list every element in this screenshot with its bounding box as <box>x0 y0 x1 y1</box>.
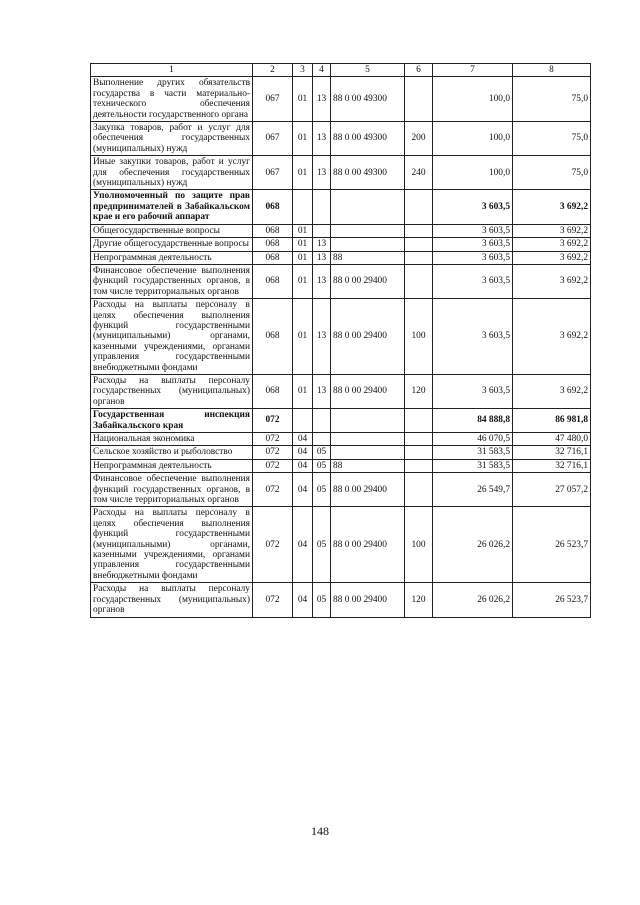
table-row <box>91 122 591 156</box>
row-name-cell: Непрограммная деятельность <box>91 459 253 472</box>
table-body <box>91 77 591 617</box>
section-cell: 01 <box>293 251 313 264</box>
code-cell: 067 <box>253 122 293 156</box>
article-cell <box>331 238 405 251</box>
amount-col8-cell: 75,0 <box>513 122 591 156</box>
section-cell: 01 <box>293 224 313 237</box>
subsection-cell: 05 <box>313 459 331 472</box>
amount-col8-cell: 3 692,2 <box>513 238 591 251</box>
amount-col8-cell: 3 692,2 <box>513 299 591 375</box>
amount-col8-cell: 75,0 <box>513 156 591 190</box>
code-cell: 072 <box>253 473 293 507</box>
amount-col8-cell: 3 692,2 <box>513 374 591 408</box>
code-cell: 068 <box>253 299 293 375</box>
table-row <box>91 190 591 224</box>
subsection-cell: 05 <box>313 507 331 583</box>
article-cell: 88 0 00 29400 <box>331 374 405 408</box>
amount-col8-cell: 27 057,2 <box>513 473 591 507</box>
section-cell: 04 <box>293 473 313 507</box>
amount-col7-cell: 84 888,8 <box>433 409 513 433</box>
expense-type-cell <box>405 224 433 237</box>
code-cell: 072 <box>253 409 293 433</box>
amount-col7-cell: 26 549,7 <box>433 473 513 507</box>
row-name-cell: Расходы на выплаты персоналу в целях обеспечения выполнения функций государственными (муниципальными) органами, казенными учреждениями, органами управления государственными внебюджетными фондами <box>91 299 253 375</box>
subsection-cell <box>313 409 331 433</box>
expense-type-cell <box>405 251 433 264</box>
expense-type-cell <box>405 238 433 251</box>
row-name-cell: Расходы на выплаты персоналу государственных (муниципальных) органов <box>91 583 253 617</box>
table-row <box>91 507 591 583</box>
code-cell: 068 <box>253 238 293 251</box>
header-cell: 5 <box>331 64 405 77</box>
subsection-cell <box>313 224 331 237</box>
code-cell: 068 <box>253 251 293 264</box>
article-cell: 88 0 00 49300 <box>331 77 405 122</box>
amount-col7-cell: 3 603,5 <box>433 224 513 237</box>
amount-col8-cell: 32 716,1 <box>513 459 591 472</box>
expense-type-cell: 120 <box>405 374 433 408</box>
section-cell: 01 <box>293 374 313 408</box>
code-cell: 068 <box>253 374 293 408</box>
amount-col8-cell: 3 692,2 <box>513 251 591 264</box>
code-cell: 067 <box>253 77 293 122</box>
expense-type-cell <box>405 77 433 122</box>
expense-type-cell: 240 <box>405 156 433 190</box>
code-cell: 072 <box>253 507 293 583</box>
code-cell: 068 <box>253 190 293 224</box>
section-cell: 01 <box>293 122 313 156</box>
code-cell: 072 <box>253 446 293 459</box>
article-cell: 88 0 00 29400 <box>331 299 405 375</box>
table-row <box>91 264 591 298</box>
row-name-cell: Уполномоченный по защите прав предпринимателей в Забайкальском крае и его рабочий аппарат <box>91 190 253 224</box>
table-row <box>91 238 591 251</box>
section-cell: 04 <box>293 433 313 446</box>
subsection-cell: 13 <box>313 156 331 190</box>
amount-col7-cell: 26 026,2 <box>433 583 513 617</box>
header-cell: 7 <box>433 64 513 77</box>
section-cell: 01 <box>293 238 313 251</box>
expense-type-cell: 100 <box>405 299 433 375</box>
code-cell: 072 <box>253 583 293 617</box>
row-name-cell: Сельское хозяйство и рыболовство <box>91 446 253 459</box>
section-cell <box>293 409 313 433</box>
code-cell: 072 <box>253 433 293 446</box>
amount-col7-cell: 3 603,5 <box>433 238 513 251</box>
amount-col8-cell: 75,0 <box>513 77 591 122</box>
header-cell: 3 <box>293 64 313 77</box>
expense-type-cell <box>405 459 433 472</box>
header-cell: 6 <box>405 64 433 77</box>
amount-col8-cell: 32 716,1 <box>513 446 591 459</box>
subsection-cell: 13 <box>313 299 331 375</box>
subsection-cell: 13 <box>313 238 331 251</box>
article-cell: 88 0 00 29400 <box>331 264 405 298</box>
table-row <box>91 224 591 237</box>
subsection-cell <box>313 433 331 446</box>
section-cell: 04 <box>293 446 313 459</box>
table-row <box>91 77 591 122</box>
budget-table <box>90 63 591 618</box>
article-cell <box>331 224 405 237</box>
row-name-cell: Финансовое обеспечение выполнения функций государственных органов, в том числе территориальных органов <box>91 473 253 507</box>
amount-col7-cell: 100,0 <box>433 156 513 190</box>
table-row <box>91 583 591 617</box>
article-cell: 88 0 00 29400 <box>331 507 405 583</box>
amount-col8-cell: 3 692,2 <box>513 264 591 298</box>
expense-type-cell <box>405 264 433 298</box>
table-row <box>91 251 591 264</box>
subsection-cell: 13 <box>313 251 331 264</box>
subsection-cell: 13 <box>313 264 331 298</box>
amount-col7-cell: 100,0 <box>433 77 513 122</box>
subsection-cell: 05 <box>313 446 331 459</box>
table-row <box>91 446 591 459</box>
subsection-cell: 13 <box>313 374 331 408</box>
row-name-cell: Иные закупки товаров, работ и услуг для обеспечения государственных (муниципальных) нужд <box>91 156 253 190</box>
row-name-cell: Закупка товаров, работ и услуг для обеспечения государственных (муниципальных) нужд <box>91 122 253 156</box>
code-cell: 068 <box>253 224 293 237</box>
article-cell: 88 0 00 29400 <box>331 473 405 507</box>
expense-type-cell <box>405 433 433 446</box>
article-cell: 88 <box>331 251 405 264</box>
row-name-cell: Расходы на выплаты персоналу в целях обеспечения выполнения функций государственными (муниципальными) органами, казенными учреждениями, органами управления государственными внебюджетными фондами <box>91 507 253 583</box>
amount-col7-cell: 3 603,5 <box>433 251 513 264</box>
expense-type-cell <box>405 190 433 224</box>
row-name-cell: Выполнение других обязательств государства в части материально-технического обеспечения деятельности государственного органа <box>91 77 253 122</box>
table-row <box>91 433 591 446</box>
expense-type-cell <box>405 409 433 433</box>
amount-col8-cell: 86 981,8 <box>513 409 591 433</box>
subsection-cell <box>313 190 331 224</box>
section-cell: 04 <box>293 459 313 472</box>
header-row <box>91 64 591 77</box>
section-cell: 01 <box>293 264 313 298</box>
amount-col7-cell: 26 026,2 <box>433 507 513 583</box>
article-cell: 88 0 00 49300 <box>331 156 405 190</box>
table-header <box>91 64 591 77</box>
amount-col7-cell: 31 583,5 <box>433 459 513 472</box>
amount-col8-cell: 26 523,7 <box>513 583 591 617</box>
article-cell <box>331 433 405 446</box>
header-cell: 2 <box>253 64 293 77</box>
page-number: 148 <box>311 824 329 838</box>
article-cell <box>331 190 405 224</box>
section-cell: 04 <box>293 583 313 617</box>
table-row <box>91 156 591 190</box>
table-row <box>91 459 591 472</box>
article-cell: 88 0 00 49300 <box>331 122 405 156</box>
table-row <box>91 409 591 433</box>
header-cell: 1 <box>91 64 253 77</box>
article-cell: 88 <box>331 459 405 472</box>
article-cell <box>331 446 405 459</box>
expense-type-cell: 100 <box>405 507 433 583</box>
article-cell: 88 0 00 29400 <box>331 583 405 617</box>
subsection-cell: 13 <box>313 77 331 122</box>
header-cell: 4 <box>313 64 331 77</box>
expense-type-cell <box>405 473 433 507</box>
subsection-cell: 05 <box>313 583 331 617</box>
section-cell: 04 <box>293 507 313 583</box>
row-name-cell: Государственная инспекция Забайкальского края <box>91 409 253 433</box>
subsection-cell: 13 <box>313 122 331 156</box>
table-row <box>91 374 591 408</box>
amount-col8-cell: 47 480,0 <box>513 433 591 446</box>
table-row <box>91 473 591 507</box>
code-cell: 068 <box>253 264 293 298</box>
amount-col7-cell: 3 603,5 <box>433 264 513 298</box>
amount-col7-cell: 3 603,5 <box>433 299 513 375</box>
section-cell: 01 <box>293 156 313 190</box>
amount-col8-cell: 3 692,2 <box>513 190 591 224</box>
code-cell: 072 <box>253 459 293 472</box>
header-cell: 8 <box>513 64 591 77</box>
row-name-cell: Общегосударственные вопросы <box>91 224 253 237</box>
expense-type-cell: 200 <box>405 122 433 156</box>
amount-col8-cell: 3 692,2 <box>513 224 591 237</box>
row-name-cell: Финансовое обеспечение выполнения функций государственных органов, в том числе территориальных органов <box>91 264 253 298</box>
amount-col7-cell: 3 603,5 <box>433 190 513 224</box>
section-cell: 01 <box>293 299 313 375</box>
row-name-cell: Непрограммная деятельность <box>91 251 253 264</box>
section-cell: 01 <box>293 77 313 122</box>
subsection-cell: 05 <box>313 473 331 507</box>
code-cell: 067 <box>253 156 293 190</box>
expense-type-cell <box>405 446 433 459</box>
row-name-cell: Расходы на выплаты персоналу государственных (муниципальных) органов <box>91 374 253 408</box>
amount-col7-cell: 3 603,5 <box>433 374 513 408</box>
amount-col7-cell: 100,0 <box>433 122 513 156</box>
amount-col7-cell: 31 583,5 <box>433 446 513 459</box>
article-cell <box>331 409 405 433</box>
amount-col8-cell: 26 523,7 <box>513 507 591 583</box>
row-name-cell: Национальная экономика <box>91 433 253 446</box>
amount-col7-cell: 46 070,5 <box>433 433 513 446</box>
row-name-cell: Другие общегосударственные вопросы <box>91 238 253 251</box>
table-row <box>91 299 591 375</box>
section-cell <box>293 190 313 224</box>
expense-type-cell: 120 <box>405 583 433 617</box>
